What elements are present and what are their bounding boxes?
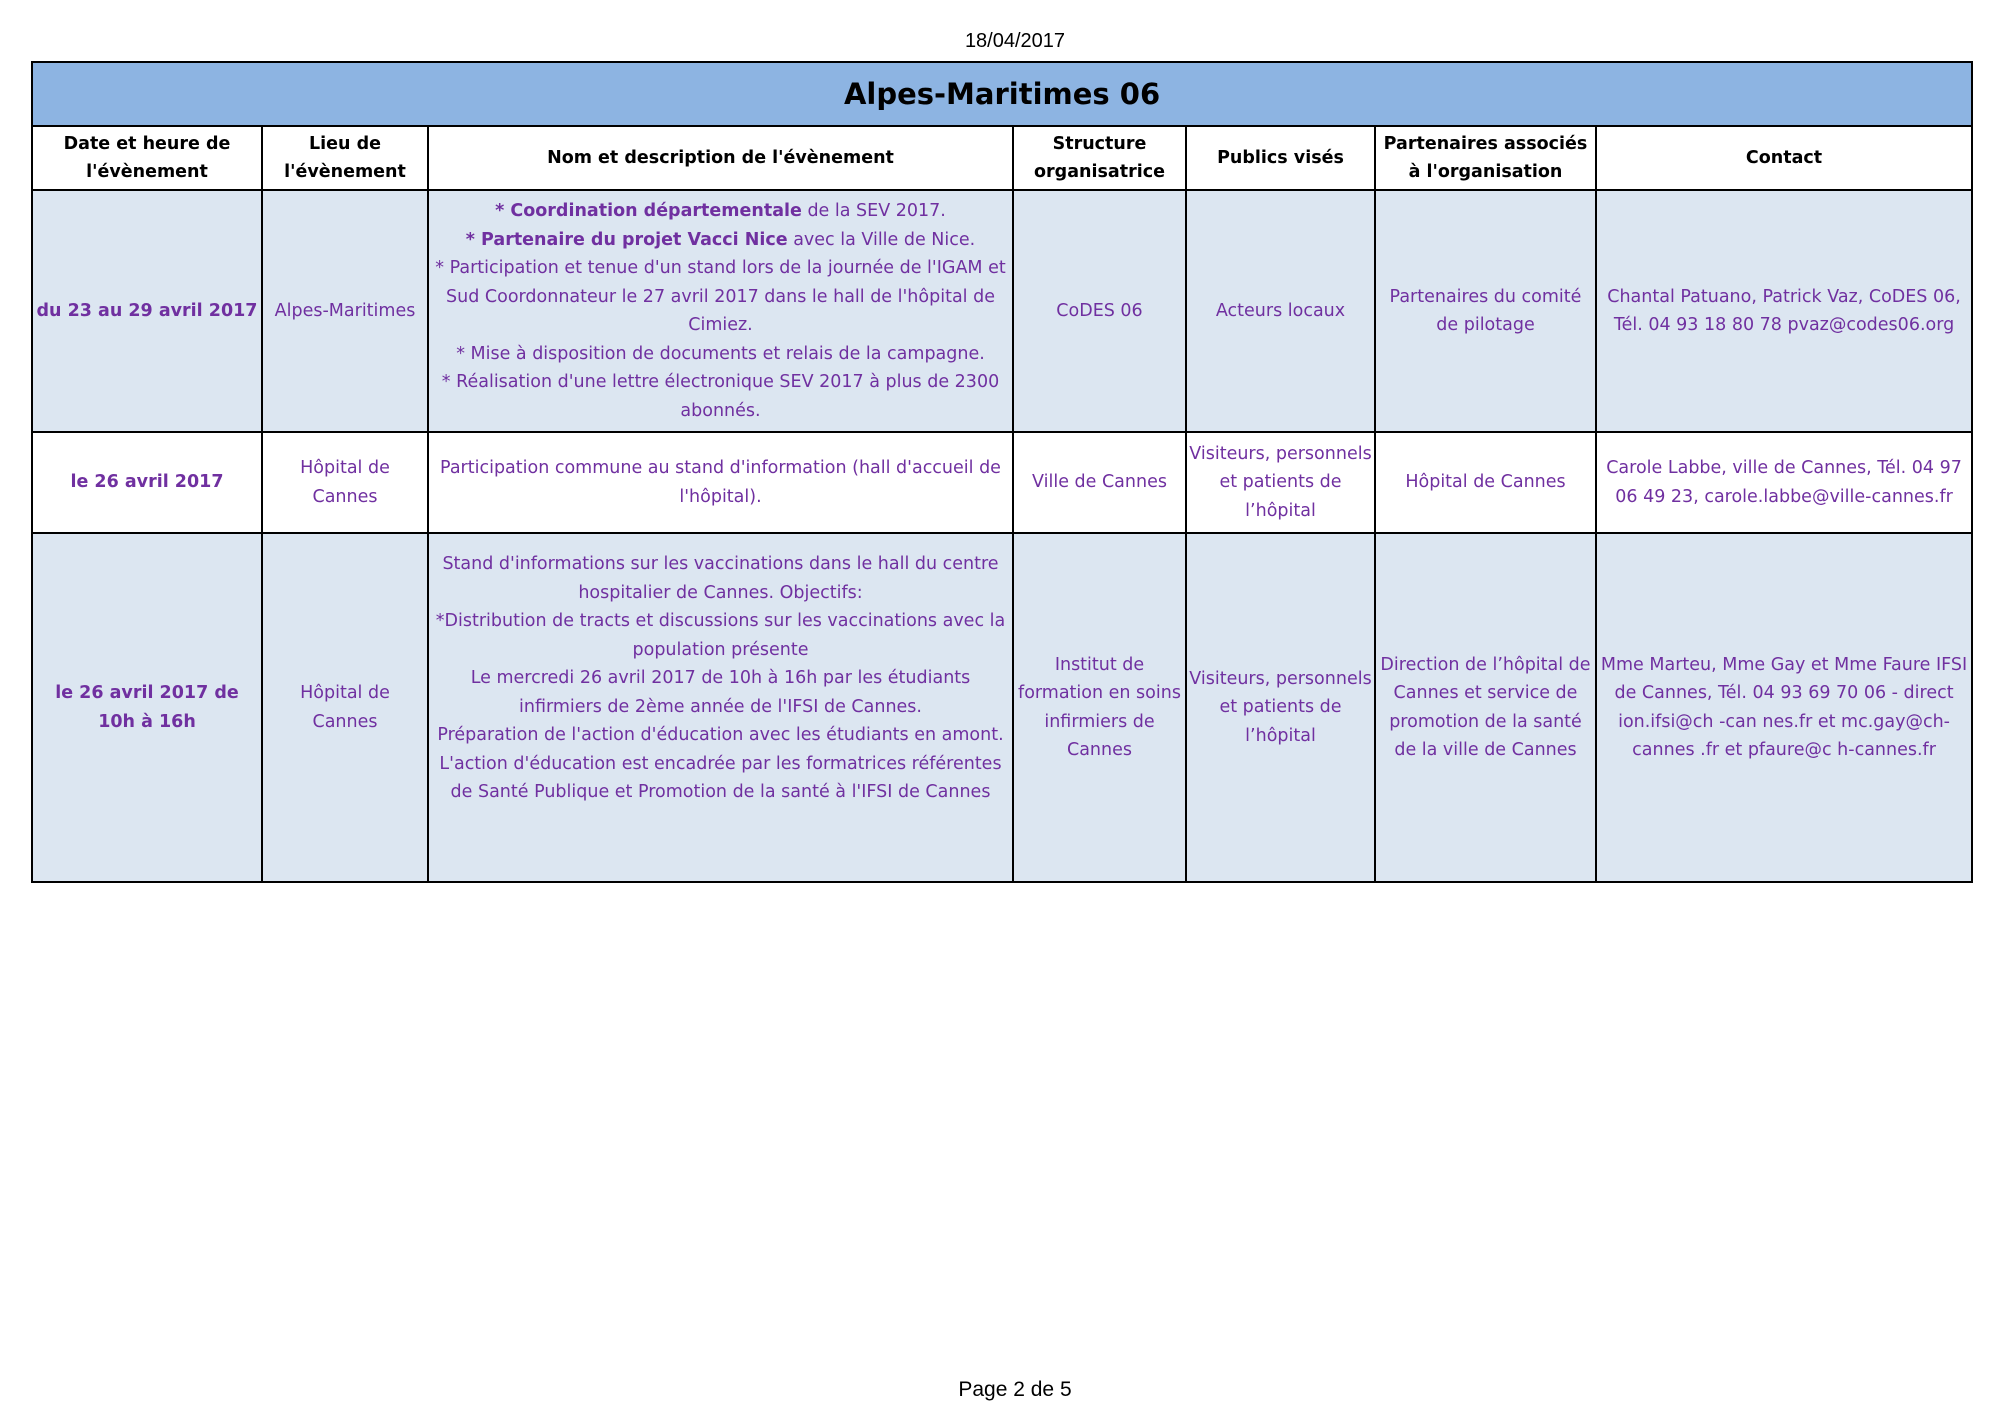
cell-description: [428, 432, 1013, 533]
column-header-contact: Contact: [1596, 126, 1972, 190]
cell-contact: Chantal Patuano, Patrick Vaz, CoDES 06, Tél. 04 93 18 80 78 pvaz@codes06.org: [1596, 190, 1972, 432]
column-header-structure: Structure organisatrice: [1013, 126, 1186, 190]
column-header-partenaires: Partenaires associés à l'organisation: [1375, 126, 1596, 190]
description-line: * Participation et tenue d'un stand lors de la journée de l'IGAM et Sud Coordonnateur le 27 avril 2017 dans le hall de l'hôpital de Cimiez.: [435, 258, 1006, 335]
cell-partenaires: Hôpital de Cannes: [1375, 432, 1596, 533]
description-line: [431, 197, 1010, 226]
events-table: [31, 61, 1973, 883]
page-date: 18/04/2017: [964, 30, 1066, 52]
description-bold: * Partenaire du projet Vacci Nice: [465, 229, 788, 250]
description-line: * Réalisation d'une lettre électronique SEV 2017 à plus de 2300 abonnés.: [441, 372, 1000, 421]
description-line: Le mercredi 26 avril 2017 de 10h à 16h par les étudiants infirmiers de 2ème année de l'IFSI de Cannes.: [470, 668, 971, 717]
cell-lieu: Hôpital de Cannes: [262, 533, 428, 882]
table-row: [32, 432, 1972, 533]
cell-structure: Institut de formation en soins infirmiers de Cannes: [1013, 533, 1186, 882]
column-header-lieu: Lieu de l'évènement: [262, 126, 428, 190]
table-row: [32, 190, 1972, 432]
cell-partenaires: Direction de l’hôpital de Cannes et service de promotion de la santé de la ville de Cannes: [1375, 533, 1596, 882]
header-row: [32, 126, 1972, 190]
cell-date: le 26 avril 2017 de 10h à 16h: [32, 533, 262, 882]
cell-description: [428, 190, 1013, 432]
page-number: Page 2 de 5: [958, 1378, 1072, 1401]
description-line: *Distribution de tracts et discussions sur les vaccinations avec la population présente: [435, 611, 1006, 660]
table-row: [32, 533, 1972, 882]
description-line: Préparation de l'action d'éducation avec les étudiants en amont.: [437, 725, 1004, 745]
cell-contact: Carole Labbe, ville de Cannes, Tél. 04 97 06 49 23, carole.labbe@ville-cannes.fr: [1596, 432, 1972, 533]
column-header-publics: Publics visés: [1186, 126, 1375, 190]
description-text: de la SEV 2017.: [801, 201, 946, 221]
cell-date: du 23 au 29 avril 2017: [32, 190, 262, 432]
column-header-description: Nom et description de l'évènement: [428, 126, 1013, 190]
table-title: Alpes-Maritimes 06: [32, 62, 1972, 126]
cell-structure: Ville de Cannes: [1013, 432, 1186, 533]
cell-publics: Visiteurs, personnels et patients de l’hôpital: [1186, 432, 1375, 533]
description-line: * Mise à disposition de documents et relais de la campagne.: [456, 343, 985, 364]
cell-lieu: Hôpital de Cannes: [262, 432, 428, 533]
cell-publics: Acteurs locaux: [1186, 190, 1375, 432]
cell-publics: Visiteurs, personnels et patients de l’hôpital: [1186, 533, 1375, 882]
cell-lieu: Alpes-Maritimes: [262, 190, 428, 432]
description-line: [431, 226, 1010, 255]
column-header-date: Date et heure de l'évènement: [32, 126, 262, 190]
cell-contact: Mme Marteu, Mme Gay et Mme Faure IFSI de Cannes, Tél. 04 93 69 70 06 - direct ion.ifsi@ch -can nes.fr et mc.gay@ch-cannes .fr et pfaure@c h-cannes.fr: [1596, 533, 1972, 882]
cell-partenaires: Partenaires du comité de pilotage: [1375, 190, 1596, 432]
description-text: avec la Ville de Nice.: [787, 229, 976, 250]
cell-date: le 26 avril 2017: [32, 432, 262, 533]
cell-structure: CoDES 06: [1013, 190, 1186, 432]
description-bold: * Coordination départementale: [495, 201, 802, 221]
description-line: L'action d'éducation est encadrée par les formatrices référentes de Santé Publique et Promotion de la santé à l'IFSI de Cannes: [439, 753, 1002, 802]
description-line: Stand d'informations sur les vaccinations dans le hall du centre hospitalier de Cannes. Objectifs:: [442, 554, 999, 603]
description-line: Participation commune au stand d'information (hall d'accueil de l'hôpital).: [440, 458, 1001, 507]
cell-description: [428, 533, 1013, 882]
